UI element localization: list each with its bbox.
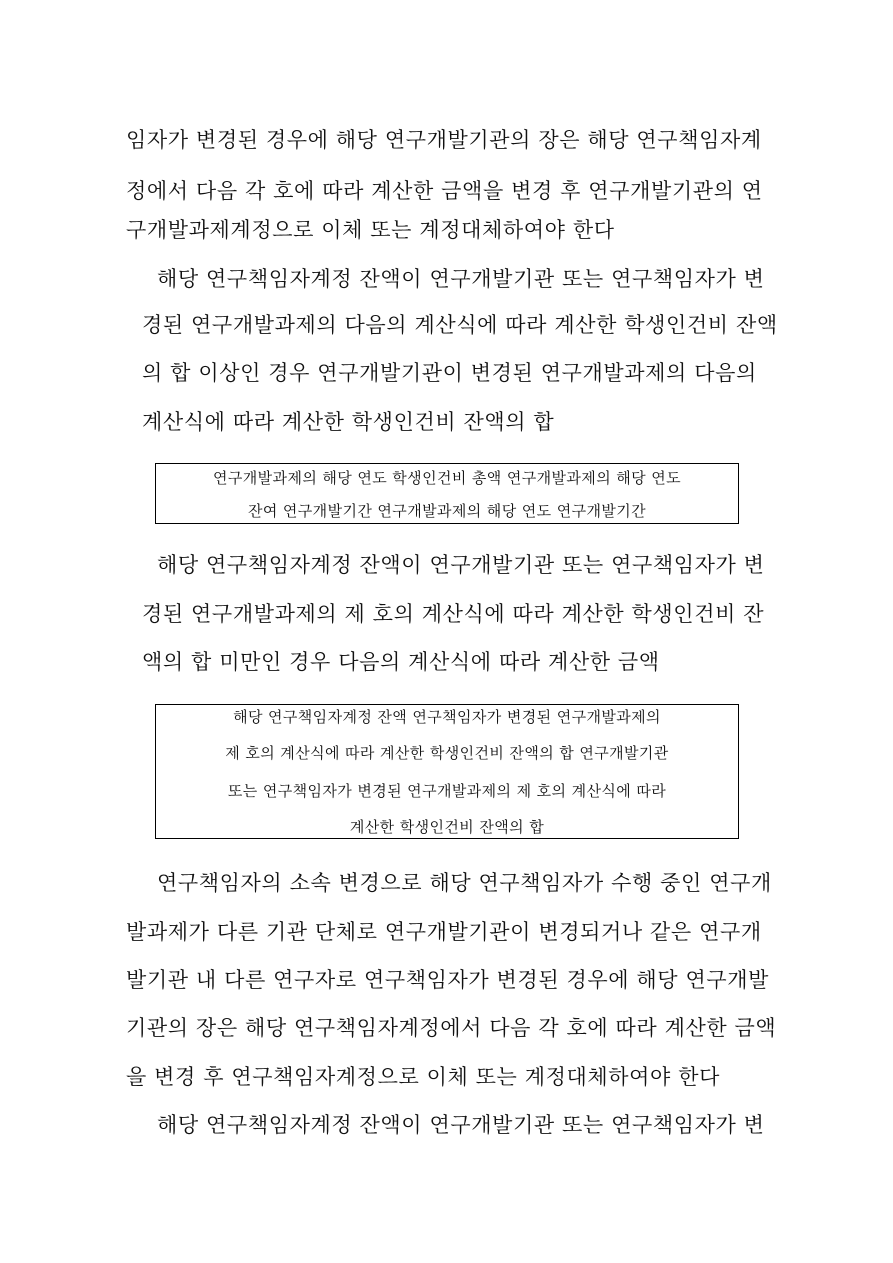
formula-line: 계산한 학생인건비 잔액의 합 — [349, 818, 545, 836]
text-line: 구개발과제계정으로 이체 또는 계정대체하여야 한다 — [126, 218, 615, 242]
text-line: 해당 연구책임자계정 잔액이 연구개발기관 또는 연구책임자가 변 — [157, 1113, 765, 1137]
formula-box-1 — [155, 463, 739, 524]
formula-line: 연구개발과제의 해당 연도 학생인건비 총액 연구개발과제의 해당 연도 — [213, 469, 681, 487]
formula-box-2 — [155, 704, 739, 839]
text-line: 기관의 장은 해당 연구책임자계정에서 다음 각 호에 따라 계산한 금액 — [126, 1016, 777, 1040]
text-line: 정에서 다음 각 호에 따라 계산한 금액을 변경 후 연구개발기관의 연 — [126, 179, 763, 203]
formula-line: 잔여 연구개발기간 연구개발과제의 해당 연도 연구개발기간 — [247, 502, 647, 520]
formula-line: 또는 연구책임자가 변경된 연구개발과제의 제 호의 계산식에 따라 — [227, 782, 667, 800]
formula-line: 제 호의 계산식에 따라 계산한 학생인건비 잔액의 합 연구개발기관 — [225, 744, 669, 762]
text-line: 을 변경 후 연구책임자계정으로 이체 또는 계정대체하여야 한다 — [126, 1065, 720, 1089]
text-line: 해당 연구책임자계정 잔액이 연구개발기관 또는 연구책임자가 변 — [157, 553, 765, 577]
text-line: 해당 연구책임자계정 잔액이 연구개발기관 또는 연구책임자가 변 — [157, 267, 765, 291]
text-line: 의 합 이상인 경우 연구개발기관이 변경된 연구개발과제의 다음의 — [142, 361, 757, 385]
formula-line: 해당 연구책임자계정 잔액 연구책임자가 변경된 연구개발과제의 — [233, 708, 661, 726]
text-line: 경된 연구개발과제의 제 호의 계산식에 따라 계산한 학생인건비 잔 — [142, 602, 765, 626]
text-line: 임자가 변경된 경우에 해당 연구개발기관의 장은 해당 연구책임자계 — [126, 128, 762, 152]
text-line: 액의 합 미만인 경우 다음의 계산식에 따라 계산한 금액 — [142, 650, 660, 674]
text-line: 발기관 내 다른 연구자로 연구책임자가 변경된 경우에 해당 연구개발 — [126, 968, 770, 992]
text-line: 계산식에 따라 계산한 학생인건비 잔액의 합 — [142, 410, 555, 434]
text-line: 경된 연구개발과제의 다음의 계산식에 따라 계산한 학생인건비 잔액 — [142, 313, 778, 337]
text-line: 발과제가 다른 기관 단체로 연구개발기관이 변경되거나 같은 연구개 — [126, 920, 762, 944]
text-line: 연구책임자의 소속 변경으로 해당 연구책임자가 수행 중인 연구개 — [157, 871, 772, 895]
